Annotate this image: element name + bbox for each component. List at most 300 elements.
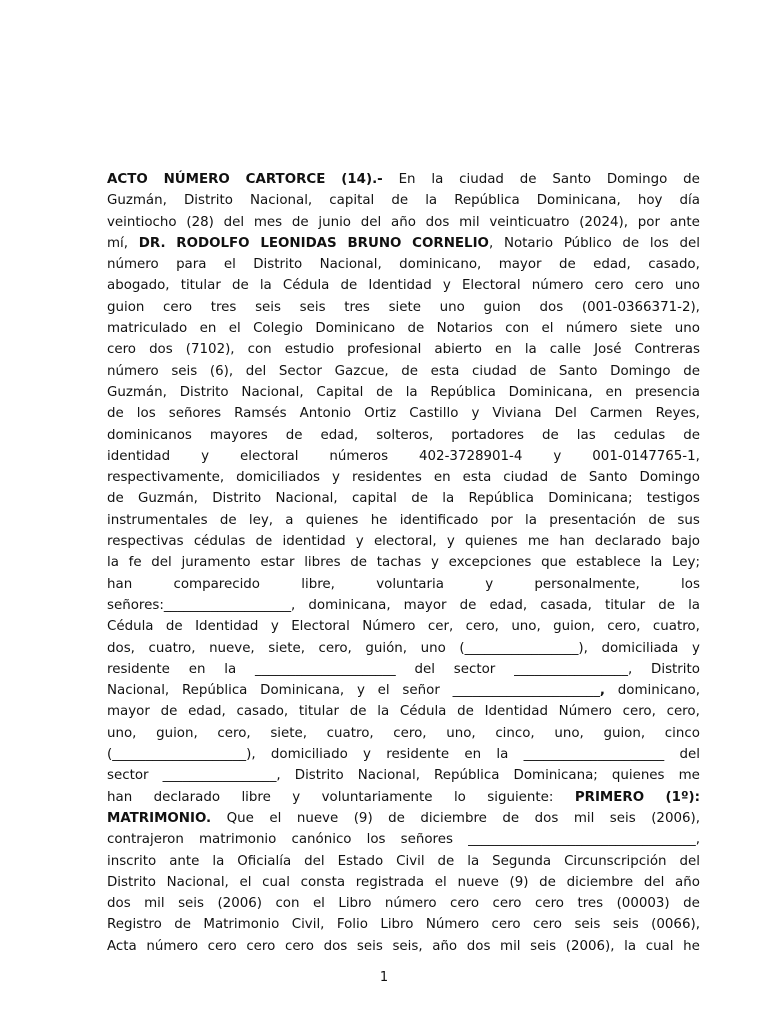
word: uno bbox=[439, 299, 465, 315]
word: esta bbox=[462, 470, 492, 486]
word: Distrito bbox=[212, 491, 262, 507]
word: el bbox=[434, 874, 447, 890]
word: señores:___________________, bbox=[107, 597, 296, 613]
text-line bbox=[107, 914, 700, 935]
word: PRIMERO bbox=[574, 789, 645, 805]
word: y bbox=[430, 555, 439, 571]
word: domiciliado bbox=[270, 747, 348, 763]
word: del bbox=[414, 661, 435, 677]
word: __________________________________, bbox=[468, 832, 700, 848]
word: el bbox=[312, 896, 325, 912]
word: la bbox=[377, 704, 390, 720]
word: año bbox=[675, 874, 700, 890]
word: NÚMERO bbox=[163, 172, 230, 187]
word: de bbox=[648, 512, 666, 528]
word: con bbox=[275, 896, 300, 912]
word: he bbox=[683, 938, 700, 954]
word: declarado bbox=[153, 789, 221, 805]
word: Distrito bbox=[294, 768, 344, 784]
text-line bbox=[107, 936, 700, 957]
word: (2024), bbox=[579, 214, 628, 230]
word: casada, bbox=[540, 597, 592, 613]
word: y bbox=[270, 619, 279, 635]
word: titular bbox=[605, 597, 646, 613]
word: las bbox=[576, 427, 596, 443]
word: bajo bbox=[671, 534, 700, 550]
word: diciembre bbox=[566, 874, 634, 890]
word: consta bbox=[300, 874, 346, 890]
word: mil bbox=[144, 896, 165, 912]
word: juramento bbox=[181, 555, 251, 571]
word: Nacional, bbox=[166, 874, 229, 890]
word: los bbox=[681, 576, 700, 592]
text-line bbox=[107, 467, 700, 488]
word: Electoral bbox=[291, 619, 350, 635]
word: excepciones bbox=[448, 555, 532, 571]
word: los bbox=[366, 832, 386, 848]
word: los bbox=[649, 235, 669, 251]
word: del bbox=[679, 853, 700, 869]
word: profesional bbox=[347, 342, 422, 358]
text-line bbox=[107, 488, 700, 509]
word: Castillo bbox=[409, 406, 459, 422]
text-line bbox=[107, 659, 700, 680]
word: del bbox=[360, 214, 382, 230]
word: el bbox=[541, 321, 554, 337]
word: lo bbox=[453, 789, 466, 805]
word: 001-0147765-1, bbox=[592, 448, 700, 464]
word: mayor bbox=[403, 597, 447, 613]
text-line bbox=[107, 595, 700, 616]
word: y bbox=[691, 640, 700, 656]
word: _________________, bbox=[514, 661, 633, 677]
word: veinticuatro bbox=[489, 214, 570, 230]
word: de bbox=[683, 172, 700, 187]
word: mayor bbox=[107, 704, 150, 720]
word: guion bbox=[483, 299, 521, 315]
word: 402-3728901-4 bbox=[419, 448, 523, 464]
word: Dominicana; bbox=[548, 491, 633, 507]
word: cédulas bbox=[193, 534, 246, 550]
word: han bbox=[559, 534, 585, 550]
word: de bbox=[107, 491, 124, 507]
word: Identidad bbox=[195, 619, 259, 635]
text-line bbox=[107, 339, 700, 360]
word: abierto bbox=[434, 342, 482, 358]
word: en bbox=[199, 321, 217, 337]
word: Número bbox=[425, 917, 480, 933]
word: en bbox=[495, 342, 512, 358]
word: tres bbox=[577, 896, 604, 912]
word: Gazcue, bbox=[334, 363, 389, 379]
word: Notarios bbox=[436, 321, 493, 337]
word: han bbox=[107, 789, 133, 805]
word: ______________________, bbox=[452, 683, 605, 699]
word: seis bbox=[255, 299, 281, 315]
word: Reyes, bbox=[655, 406, 700, 422]
word: el bbox=[239, 874, 252, 890]
word: _____________________ bbox=[255, 661, 396, 677]
word: BRUNO bbox=[347, 235, 402, 251]
text-line bbox=[107, 297, 700, 318]
word: la bbox=[224, 661, 237, 677]
word: mayor bbox=[498, 257, 542, 273]
word: cual bbox=[645, 938, 674, 954]
text-line bbox=[107, 872, 700, 893]
word: seis bbox=[356, 938, 383, 954]
word: y bbox=[292, 789, 301, 805]
word: cero bbox=[534, 896, 564, 912]
word: número bbox=[107, 257, 159, 273]
word: cero bbox=[107, 342, 137, 358]
word: número bbox=[565, 321, 618, 337]
word: de bbox=[457, 704, 474, 720]
word: identidad bbox=[282, 534, 346, 550]
word: señores bbox=[400, 832, 453, 848]
word: Viviana bbox=[492, 406, 542, 422]
word: (28) bbox=[186, 214, 214, 230]
word: sus bbox=[677, 512, 700, 528]
word: del bbox=[304, 853, 325, 869]
word: En bbox=[398, 172, 416, 187]
word: electoral bbox=[240, 448, 299, 464]
word: capital bbox=[329, 193, 375, 209]
word: me bbox=[527, 534, 550, 550]
text-line bbox=[107, 574, 700, 595]
word: hoy bbox=[637, 193, 663, 209]
word: de bbox=[340, 278, 358, 294]
text-line bbox=[107, 744, 700, 765]
word: cedulas bbox=[613, 427, 666, 443]
word: seis bbox=[609, 810, 636, 826]
word: de bbox=[437, 853, 455, 869]
word: uno bbox=[674, 321, 700, 337]
word: la bbox=[688, 597, 700, 613]
word: voluntariamente bbox=[321, 789, 433, 805]
word: edad, bbox=[320, 427, 359, 443]
word: la bbox=[467, 853, 480, 869]
word: dos bbox=[539, 299, 564, 315]
word: estar bbox=[260, 555, 295, 571]
word: en bbox=[188, 661, 206, 677]
text-line bbox=[107, 723, 700, 744]
word: CORNELIO, bbox=[412, 235, 494, 251]
word: seis bbox=[171, 363, 198, 379]
word: cuatro, bbox=[326, 725, 374, 741]
word: domiciliados bbox=[236, 470, 321, 486]
word: cinco, bbox=[495, 725, 535, 741]
word: titular bbox=[180, 278, 221, 294]
word: contrajeron bbox=[107, 832, 184, 848]
word: República bbox=[430, 384, 496, 400]
word: año bbox=[391, 214, 416, 230]
word: seis bbox=[299, 299, 326, 315]
word: Libro bbox=[380, 917, 414, 933]
word: la bbox=[650, 555, 663, 571]
text-line bbox=[107, 893, 700, 914]
word: guion, bbox=[553, 619, 595, 635]
word: del bbox=[643, 874, 665, 890]
text-line bbox=[107, 638, 700, 659]
word: matriculado bbox=[107, 321, 188, 337]
word: de bbox=[459, 597, 477, 613]
word: Dominicana; bbox=[513, 768, 598, 784]
word: cero, bbox=[318, 640, 352, 656]
word: año bbox=[432, 938, 458, 954]
word: el bbox=[377, 683, 390, 699]
word: Capital bbox=[316, 384, 364, 400]
word: por bbox=[490, 512, 513, 528]
word: veintiocho bbox=[107, 214, 177, 230]
word: cero, bbox=[666, 704, 700, 720]
word: MATRIMONIO. bbox=[107, 810, 212, 826]
word: cero bbox=[207, 938, 237, 954]
word: Domingo bbox=[606, 172, 668, 187]
word: mí, bbox=[107, 235, 129, 251]
word: de bbox=[683, 896, 700, 912]
word: con bbox=[247, 342, 272, 358]
word: números bbox=[329, 448, 389, 464]
word: presentación bbox=[549, 512, 637, 528]
word: Que bbox=[226, 810, 254, 826]
word: de bbox=[231, 278, 249, 294]
word: cero bbox=[450, 896, 480, 912]
word: edad, bbox=[593, 257, 631, 273]
word: de bbox=[683, 427, 700, 443]
word: señor bbox=[402, 683, 440, 699]
word: ciudad bbox=[472, 363, 517, 379]
word: dos bbox=[534, 810, 559, 826]
word: fe bbox=[128, 555, 142, 571]
word: Distrito bbox=[183, 193, 233, 209]
text-line bbox=[107, 701, 700, 722]
word: ciudad bbox=[503, 470, 549, 486]
word: LEONIDAS bbox=[260, 235, 337, 251]
word: mayores bbox=[209, 427, 268, 443]
word: matrimonio bbox=[198, 832, 277, 848]
word: Carmen bbox=[589, 406, 643, 422]
word: Nacional, bbox=[275, 491, 338, 507]
word: ante bbox=[669, 214, 700, 230]
word: casado, bbox=[648, 257, 700, 273]
word: Identidad bbox=[484, 704, 548, 720]
text-line bbox=[107, 275, 700, 296]
word: Público bbox=[563, 235, 612, 251]
word: el bbox=[228, 321, 241, 337]
word: dominicana, bbox=[308, 597, 391, 613]
word: (2006) bbox=[217, 896, 262, 912]
word: de bbox=[683, 363, 700, 379]
word: dominicanos bbox=[107, 427, 192, 443]
word: Cédula bbox=[399, 704, 447, 720]
word: me bbox=[678, 768, 700, 784]
word: Electoral bbox=[461, 278, 521, 294]
word: de bbox=[174, 917, 191, 933]
word: de bbox=[411, 491, 428, 507]
word: cuatro, bbox=[148, 640, 196, 656]
word: en bbox=[464, 747, 482, 763]
word: domiciliada bbox=[601, 640, 679, 656]
word: nueve bbox=[457, 874, 499, 890]
word: a bbox=[285, 512, 294, 528]
word: cero, bbox=[217, 725, 251, 741]
word: tres bbox=[210, 299, 237, 315]
word: portadores bbox=[451, 427, 525, 443]
word: guion bbox=[107, 299, 145, 315]
word: siete, bbox=[268, 640, 305, 656]
word: de bbox=[519, 172, 537, 187]
word: _________________, bbox=[162, 768, 281, 784]
word: número bbox=[531, 278, 584, 294]
text-line bbox=[107, 169, 700, 190]
word: mil bbox=[500, 938, 521, 954]
word: y bbox=[442, 278, 451, 294]
word: por bbox=[637, 214, 660, 230]
word: solteros, bbox=[376, 427, 434, 443]
word: canónico bbox=[291, 832, 352, 848]
word: ACTO bbox=[107, 172, 148, 187]
word: _____________________ bbox=[523, 747, 665, 763]
text-line bbox=[107, 552, 700, 573]
word: de bbox=[391, 193, 409, 209]
word: Matrimonio bbox=[203, 917, 280, 933]
word: los bbox=[136, 406, 156, 422]
word: cual bbox=[262, 874, 290, 890]
word: nueve bbox=[296, 810, 339, 826]
word: nueve, bbox=[209, 640, 255, 656]
word: (1º): bbox=[665, 789, 700, 805]
word: (001-0366371-2), bbox=[581, 299, 700, 315]
word: Ortiz bbox=[364, 406, 397, 422]
text-line bbox=[107, 829, 700, 850]
word: de bbox=[160, 704, 178, 720]
word: seis bbox=[530, 938, 557, 954]
word: de bbox=[658, 597, 675, 613]
word: la bbox=[212, 853, 225, 869]
word: seis, bbox=[392, 938, 423, 954]
text-line bbox=[107, 446, 700, 467]
word: guion, bbox=[603, 725, 646, 741]
word: siguiente: bbox=[487, 789, 554, 805]
word: calle bbox=[549, 342, 582, 358]
word: de bbox=[165, 619, 183, 635]
word: República bbox=[454, 193, 520, 209]
text-line bbox=[107, 765, 700, 786]
text-line bbox=[107, 808, 700, 829]
word: quienes bbox=[305, 512, 359, 528]
word: Contreras bbox=[634, 342, 700, 358]
word: guion, bbox=[156, 725, 198, 741]
word: Colegio bbox=[253, 321, 303, 337]
text-line bbox=[107, 851, 700, 872]
word: uno bbox=[674, 278, 700, 294]
word: la bbox=[405, 384, 418, 400]
word: mil bbox=[573, 810, 595, 826]
word: Folio bbox=[336, 917, 368, 933]
word: (_________________), bbox=[459, 640, 588, 656]
word: República bbox=[434, 768, 500, 784]
word: José bbox=[594, 342, 622, 358]
word: establece bbox=[576, 555, 641, 571]
word: personalmente, bbox=[534, 576, 640, 592]
word: República bbox=[181, 683, 248, 699]
word: cinco bbox=[664, 725, 700, 741]
word: uno bbox=[420, 640, 446, 656]
word: (9) bbox=[353, 810, 373, 826]
word: y bbox=[356, 683, 365, 699]
word: Número bbox=[558, 704, 612, 720]
text-line bbox=[107, 680, 700, 701]
word: Registro bbox=[107, 917, 162, 933]
word: Guzmán, bbox=[107, 193, 167, 209]
word: en bbox=[605, 384, 623, 400]
word: de bbox=[285, 427, 303, 443]
word: cero bbox=[246, 938, 276, 954]
word: dos bbox=[149, 342, 173, 358]
word: presencia bbox=[634, 384, 700, 400]
word: (6), bbox=[209, 363, 234, 379]
word: uno, bbox=[107, 725, 137, 741]
page-number: 1 bbox=[379, 970, 389, 985]
word: testigos bbox=[646, 491, 700, 507]
word: de bbox=[529, 363, 547, 379]
word: residente bbox=[107, 661, 170, 677]
word: dominicano, bbox=[399, 257, 482, 273]
word: de bbox=[502, 810, 520, 826]
word: número bbox=[107, 363, 159, 379]
word: uno, bbox=[511, 619, 541, 635]
word: de bbox=[349, 704, 367, 720]
word: cero bbox=[491, 917, 521, 933]
word: siete bbox=[388, 299, 421, 315]
word: cero, bbox=[465, 619, 499, 635]
word: voluntaria bbox=[376, 576, 444, 592]
word: Domingo bbox=[610, 363, 671, 379]
word: (2006), bbox=[651, 810, 700, 826]
word: Antonio bbox=[299, 406, 352, 422]
word: Notario bbox=[503, 235, 554, 251]
word: y bbox=[355, 534, 364, 550]
word: CARTORCE bbox=[245, 172, 326, 187]
word: Oficialía bbox=[237, 853, 292, 869]
word: tres bbox=[344, 299, 370, 315]
word: Dominicana, bbox=[536, 193, 621, 209]
word: RODOLFO bbox=[176, 235, 250, 251]
word: y bbox=[201, 448, 210, 464]
word: Dominicano bbox=[315, 321, 396, 337]
word: señores bbox=[168, 406, 222, 422]
word: cero bbox=[533, 917, 563, 933]
word: día bbox=[679, 193, 700, 209]
word: identidad bbox=[107, 448, 171, 464]
word: Nacional, bbox=[357, 768, 420, 784]
word: (9) bbox=[509, 874, 529, 890]
word: dos bbox=[323, 938, 348, 954]
word: Ley; bbox=[672, 555, 700, 571]
word: (7102), bbox=[185, 342, 235, 358]
word: el bbox=[223, 257, 236, 273]
word: Estado bbox=[337, 853, 384, 869]
word: cero, bbox=[393, 725, 427, 741]
document-body bbox=[107, 169, 700, 957]
word: junio bbox=[318, 214, 351, 230]
word: Nacional, bbox=[319, 257, 382, 273]
text-line bbox=[107, 616, 700, 637]
word: la bbox=[431, 172, 444, 187]
word: dos bbox=[425, 214, 450, 230]
word: de bbox=[388, 810, 405, 826]
word: Civil bbox=[396, 853, 425, 869]
